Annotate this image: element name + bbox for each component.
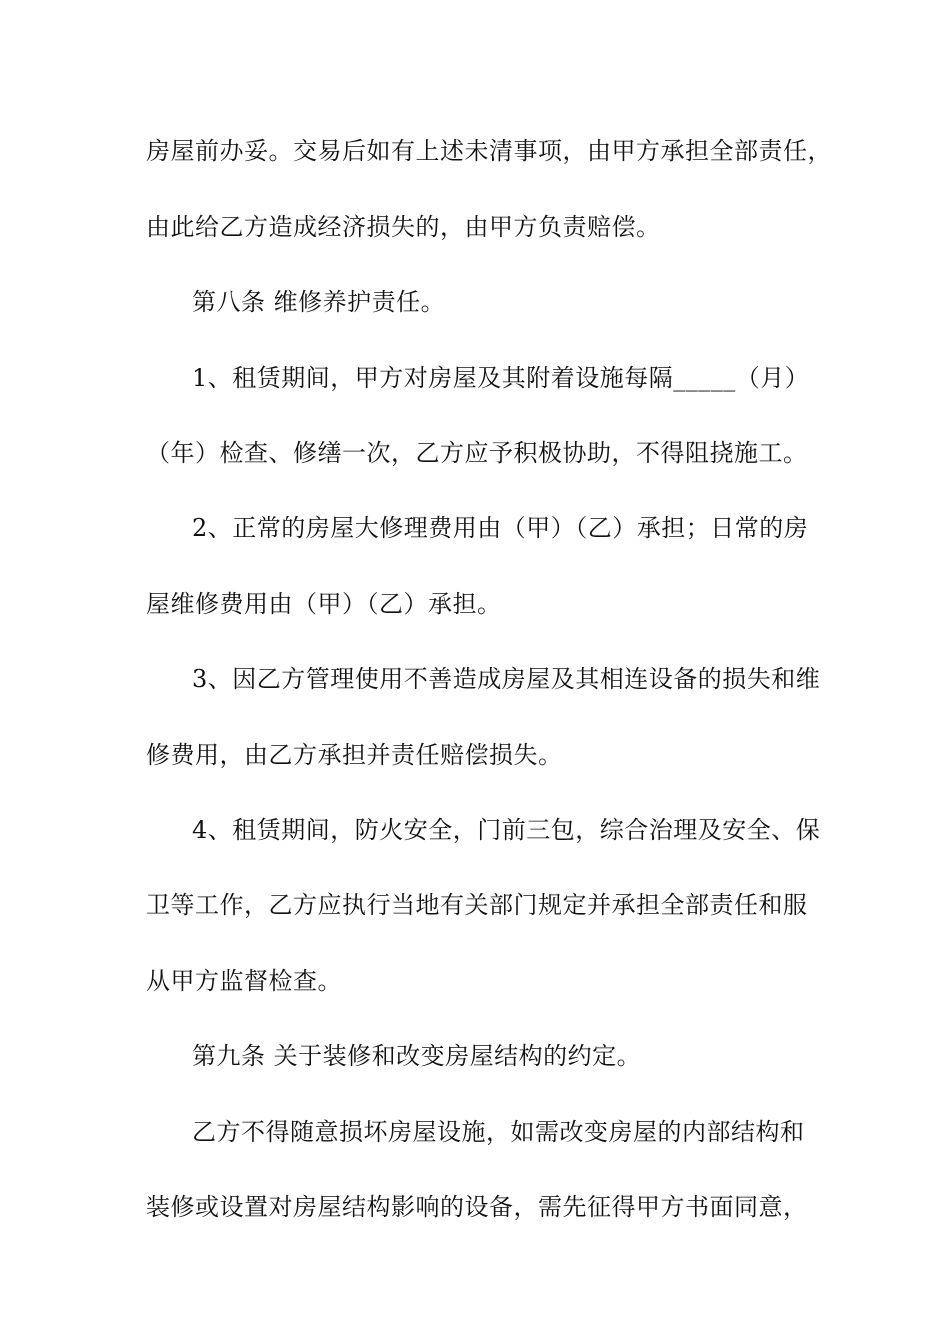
text-line: 修费用，由乙方承担并责任赔偿损失。: [146, 741, 563, 769]
article-heading: 第九条 关于装修和改变房屋结构的约定。: [192, 1042, 642, 1070]
text-line: 3、因乙方管理使用不善造成房屋及其相连设备的损失和维: [192, 665, 821, 693]
text-line: 乙方不得随意损坏房屋设施，如需改变房屋的内部结构和: [192, 1118, 805, 1146]
text-line: 2、正常的房屋大修理费用由（甲）（乙）承担；日常的房: [192, 514, 809, 542]
text-line: 装修或设置对房屋结构影响的设备，需先征得甲方书面同意，: [146, 1193, 808, 1221]
text-line: （年）检查、修缮一次，乙方应予积极协助，不得阻挠施工。: [146, 439, 808, 467]
text-line: 从甲方监督检查。: [146, 967, 342, 995]
text-line: 1、租赁期间，甲方对房屋及其附着设施每隔_____（月）: [192, 364, 810, 392]
text-line: 屋维修费用由（甲）（乙）承担。: [146, 590, 502, 618]
text-line: 房屋前办妥。交易后如有上述未清事项，由甲方承担全部责任，: [146, 137, 832, 165]
text-line: 4、租赁期间，防火安全，门前三包，综合治理及安全、保: [192, 816, 821, 844]
article-heading: 第八条 维修养护责任。: [192, 288, 446, 316]
text-line: 卫等工作，乙方应执行当地有关部门规定并承担全部责任和服: [146, 891, 808, 919]
text-line: 由此给乙方造成经济损失的，由甲方负责赔偿。: [146, 213, 661, 241]
